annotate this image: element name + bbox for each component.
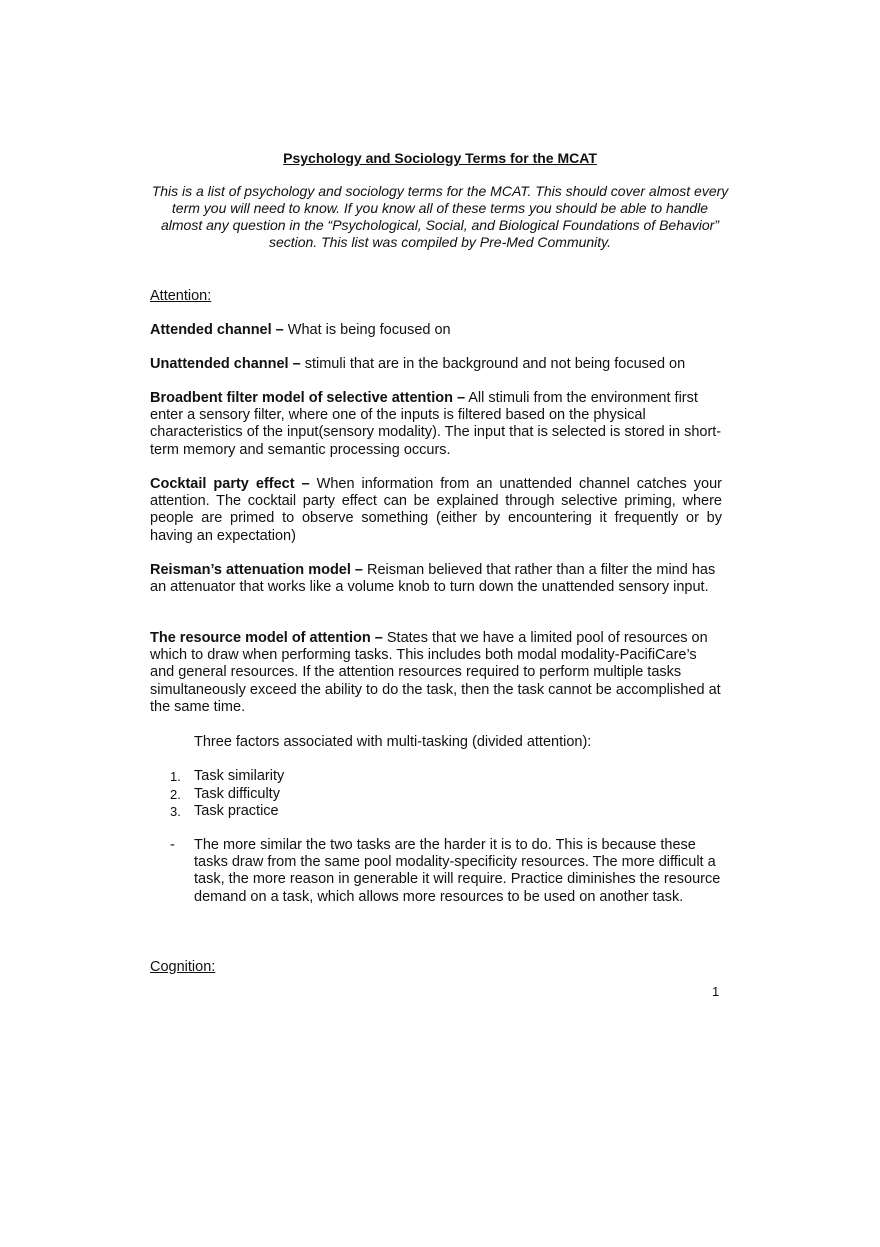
term-name: Cocktail party effect – (150, 476, 310, 492)
term-definition: What is being focused on (283, 322, 451, 338)
term-definition: All stimuli from the environment first enter a sensory filter, where one of the inputs is filtered based on the physical characteristics of the input(sensory modality). The input that is selected is stored in short-term memory and semantic processing occurs. (150, 390, 722, 458)
dash-bullet: - (170, 837, 175, 853)
list-item (150, 803, 284, 821)
list-item-label: Task difficulty (194, 785, 280, 802)
intro-paragraph: This is a list of psychology and sociology terms for the MCAT. This should cover almost every term you will need to know. If you know all of these terms you should be able to handle almost any question in the “Psychological, Social, and Biological Foundations of Behavior” section. This list was compiled by Pre-Med Community. (151, 183, 729, 250)
list-number: 2. (170, 786, 181, 802)
term-entry (150, 356, 722, 373)
term-entry (150, 562, 722, 596)
term-name: Broadbent filter model of selective attention – (150, 390, 466, 406)
dash-note-text: The more similar the two tasks are the harder it is to do. This is because these tasks draw from the same pool modality-specificity resources. The more difficult a task, the more reason in generable it will require. Practice diminishes the resource demand on a task, which allows more resources to be used on another task. (194, 837, 721, 905)
term-definition: Reisman believed that rather than a filter the mind has an attenuator that works like a volume knob to turn down the unattended sensory input. (150, 562, 716, 596)
term-definition: stimuli that are in the background and not being focused on (300, 356, 686, 372)
section-heading-cognition: Cognition: (150, 959, 216, 975)
factor-list (150, 768, 284, 821)
list-item-label: Task practice (194, 803, 279, 819)
term-name: Reisman’s attenuation model – (150, 562, 363, 578)
list-item (150, 768, 284, 786)
page-number: 1 (712, 984, 720, 999)
term-name: Unattended channel – (150, 356, 301, 372)
list-number: 3. (170, 804, 181, 819)
term-entry (150, 322, 722, 339)
term-entry (150, 476, 722, 545)
term-entry (150, 390, 722, 459)
section-heading-attention: Attention: (150, 288, 212, 304)
term-name: The resource model of attention – (150, 630, 383, 646)
dash-note (150, 837, 725, 906)
multitasking-intro: Three factors associated with multi-tasking (divided attention): (194, 734, 592, 750)
term-name: Attended channel – (150, 322, 284, 338)
term-definition: States that we have a limited pool of resources on which to draw when performing tasks. This includes both modal modality-PacifiCare’s and general resources. If the attention resources required to perform multiple tasks simultaneously exceed the ability to do the task, then the task cannot be accomplished at the same time. (150, 630, 721, 715)
term-entry (150, 630, 722, 716)
list-item (150, 786, 284, 804)
page-title: Psychology and Sociology Terms for the MCAT (283, 150, 597, 166)
term-definition: When information from an unattended channel catches your attention. The cocktail party effect can be explained through selective priming, where people are primed to observe something (either by encountering it frequently or by having an expectation) (150, 476, 722, 544)
list-item-label: Task similarity (194, 768, 285, 784)
list-number: 1. (170, 769, 181, 784)
